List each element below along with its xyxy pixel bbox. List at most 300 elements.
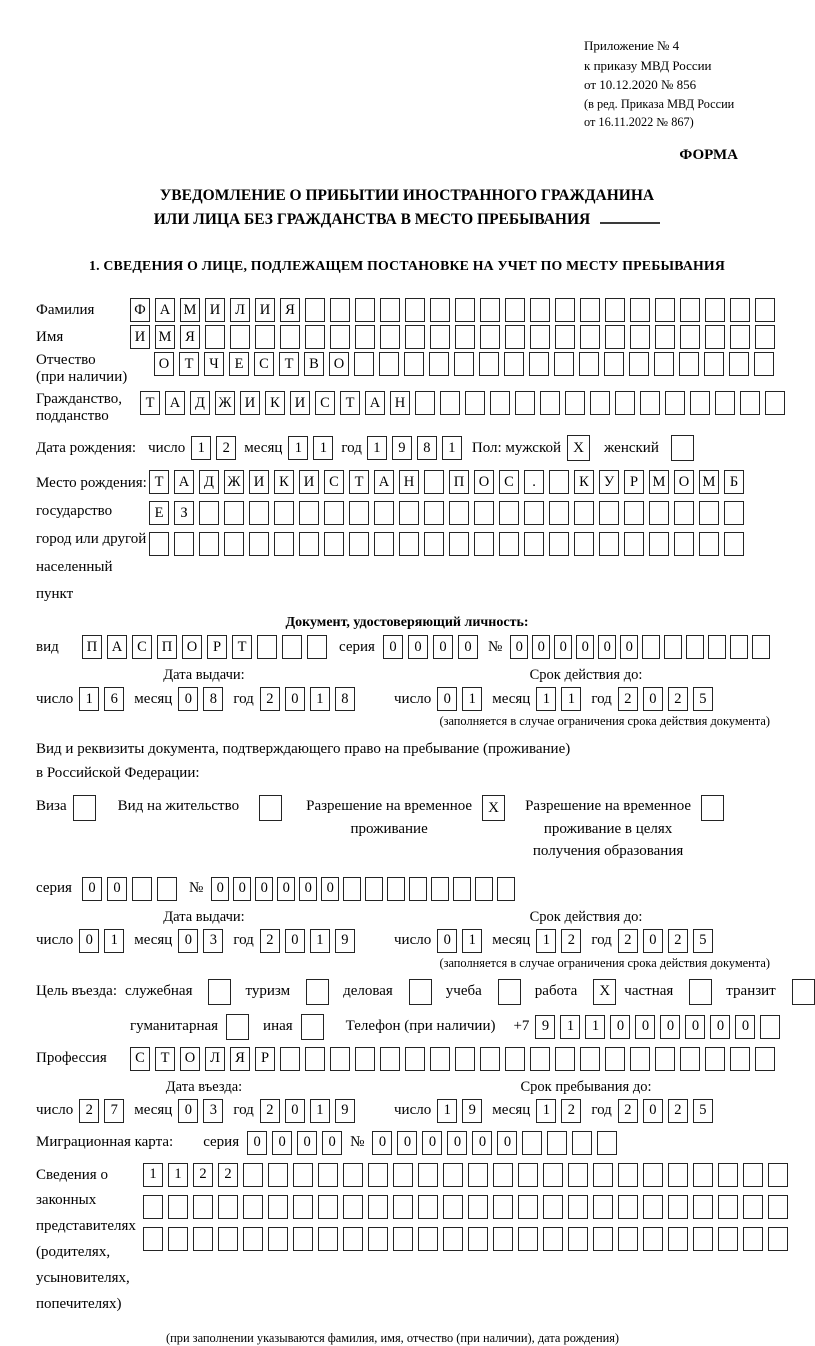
char-cell[interactable]: 2 — [260, 1099, 280, 1123]
char-cell[interactable] — [522, 1131, 542, 1155]
char-cell[interactable]: 8 — [335, 687, 355, 711]
char-cell[interactable] — [199, 501, 219, 525]
char-cell[interactable] — [349, 532, 369, 556]
char-cell[interactable] — [480, 298, 500, 322]
char-cell[interactable] — [593, 1227, 613, 1251]
char-cell[interactable] — [530, 325, 550, 349]
purpose-humanitarian-checkbox[interactable] — [226, 1014, 249, 1040]
char-cell[interactable] — [343, 877, 361, 901]
char-cell[interactable]: 6 — [104, 687, 124, 711]
char-cell[interactable] — [424, 470, 444, 494]
char-cell[interactable] — [343, 1227, 363, 1251]
char-cell[interactable]: 1 — [585, 1015, 605, 1039]
char-cell[interactable]: А — [165, 391, 185, 415]
char-cell[interactable] — [368, 1163, 388, 1187]
char-cell[interactable] — [330, 325, 350, 349]
char-cell[interactable]: Н — [390, 391, 410, 415]
char-cell[interactable] — [730, 325, 750, 349]
char-cell[interactable] — [693, 1163, 713, 1187]
char-cell[interactable] — [593, 1195, 613, 1219]
char-cell[interactable] — [305, 1047, 325, 1071]
char-cell[interactable] — [524, 501, 544, 525]
char-cell[interactable] — [468, 1163, 488, 1187]
char-cell[interactable]: 2 — [79, 1099, 99, 1123]
char-cell[interactable] — [343, 1163, 363, 1187]
char-cell[interactable]: И — [205, 298, 225, 322]
char-cell[interactable] — [555, 1047, 575, 1071]
char-cell[interactable] — [157, 877, 177, 901]
char-cell[interactable]: А — [155, 298, 175, 322]
char-cell[interactable] — [724, 532, 744, 556]
char-cell[interactable]: Л — [205, 1047, 225, 1071]
char-cell[interactable]: 0 — [79, 929, 99, 953]
char-cell[interactable] — [443, 1163, 463, 1187]
char-cell[interactable]: 0 — [178, 929, 198, 953]
char-cell[interactable] — [307, 635, 327, 659]
char-cell[interactable]: К — [574, 470, 594, 494]
char-cell[interactable]: 0 — [554, 635, 572, 659]
char-cell[interactable] — [430, 1047, 450, 1071]
char-cell[interactable] — [543, 1163, 563, 1187]
char-cell[interactable] — [399, 532, 419, 556]
char-cell[interactable]: 0 — [620, 635, 638, 659]
char-cell[interactable] — [475, 877, 493, 901]
char-cell[interactable] — [249, 532, 269, 556]
char-cell[interactable] — [280, 1047, 300, 1071]
char-cell[interactable] — [424, 532, 444, 556]
char-cell[interactable]: И — [255, 298, 275, 322]
char-cell[interactable]: 0 — [458, 635, 478, 659]
char-cell[interactable]: 0 — [422, 1131, 442, 1155]
char-cell[interactable]: 1 — [437, 1099, 457, 1123]
char-cell[interactable]: 1 — [168, 1163, 188, 1187]
char-cell[interactable]: Ч — [204, 352, 224, 376]
purpose-study-checkbox[interactable] — [498, 979, 521, 1005]
char-cell[interactable]: Я — [280, 298, 300, 322]
char-cell[interactable] — [579, 352, 599, 376]
char-cell[interactable] — [643, 1163, 663, 1187]
char-cell[interactable]: Р — [207, 635, 227, 659]
char-cell[interactable]: А — [107, 635, 127, 659]
char-cell[interactable] — [630, 298, 650, 322]
char-cell[interactable] — [449, 532, 469, 556]
char-cell[interactable] — [330, 298, 350, 322]
char-cell[interactable] — [405, 1047, 425, 1071]
char-cell[interactable]: 9 — [462, 1099, 482, 1123]
char-cell[interactable] — [418, 1195, 438, 1219]
char-cell[interactable] — [530, 1047, 550, 1071]
char-cell[interactable] — [599, 501, 619, 525]
char-cell[interactable] — [730, 298, 750, 322]
char-cell[interactable] — [318, 1227, 338, 1251]
char-cell[interactable]: 9 — [535, 1015, 555, 1039]
char-cell[interactable]: 0 — [297, 1131, 317, 1155]
char-cell[interactable] — [690, 391, 710, 415]
char-cell[interactable]: 0 — [285, 687, 305, 711]
char-cell[interactable] — [499, 532, 519, 556]
char-cell[interactable] — [274, 532, 294, 556]
char-cell[interactable]: О — [180, 1047, 200, 1071]
char-cell[interactable] — [593, 1163, 613, 1187]
char-cell[interactable]: 0 — [510, 635, 528, 659]
char-cell[interactable]: 0 — [643, 929, 663, 953]
char-cell[interactable] — [730, 635, 748, 659]
char-cell[interactable] — [199, 532, 219, 556]
char-cell[interactable]: 2 — [618, 687, 638, 711]
char-cell[interactable] — [280, 325, 300, 349]
char-cell[interactable] — [218, 1227, 238, 1251]
char-cell[interactable] — [255, 325, 275, 349]
char-cell[interactable] — [268, 1195, 288, 1219]
char-cell[interactable]: Р — [624, 470, 644, 494]
sex-male-checkbox[interactable]: X — [567, 435, 590, 461]
purpose-business-checkbox[interactable] — [208, 979, 231, 1005]
char-cell[interactable] — [243, 1195, 263, 1219]
char-cell[interactable]: 0 — [660, 1015, 680, 1039]
char-cell[interactable]: 5 — [693, 687, 713, 711]
char-cell[interactable] — [524, 532, 544, 556]
char-cell[interactable]: 1 — [442, 436, 462, 460]
char-cell[interactable]: Я — [180, 325, 200, 349]
char-cell[interactable]: 9 — [335, 929, 355, 953]
char-cell[interactable]: 2 — [618, 929, 638, 953]
char-cell[interactable] — [686, 635, 704, 659]
char-cell[interactable] — [740, 391, 760, 415]
char-cell[interactable]: 2 — [668, 929, 688, 953]
char-cell[interactable]: К — [265, 391, 285, 415]
char-cell[interactable] — [705, 298, 725, 322]
char-cell[interactable] — [665, 391, 685, 415]
purpose-private-checkbox[interactable] — [689, 979, 712, 1005]
char-cell[interactable]: П — [449, 470, 469, 494]
char-cell[interactable] — [505, 325, 525, 349]
char-cell[interactable]: 2 — [668, 687, 688, 711]
char-cell[interactable] — [649, 532, 669, 556]
char-cell[interactable] — [664, 635, 682, 659]
char-cell[interactable]: 0 — [447, 1131, 467, 1155]
char-cell[interactable] — [168, 1227, 188, 1251]
char-cell[interactable]: 2 — [561, 1099, 581, 1123]
char-cell[interactable] — [699, 501, 719, 525]
char-cell[interactable]: Л — [230, 298, 250, 322]
char-cell[interactable]: Д — [190, 391, 210, 415]
char-cell[interactable] — [365, 877, 383, 901]
char-cell[interactable] — [580, 1047, 600, 1071]
char-cell[interactable] — [618, 1227, 638, 1251]
char-cell[interactable] — [693, 1195, 713, 1219]
char-cell[interactable] — [205, 325, 225, 349]
char-cell[interactable] — [755, 1047, 775, 1071]
char-cell[interactable]: 3 — [203, 929, 223, 953]
char-cell[interactable] — [604, 352, 624, 376]
char-cell[interactable] — [497, 877, 515, 901]
char-cell[interactable] — [174, 532, 194, 556]
char-cell[interactable] — [468, 1195, 488, 1219]
char-cell[interactable] — [718, 1195, 738, 1219]
char-cell[interactable] — [293, 1195, 313, 1219]
char-cell[interactable]: Е — [229, 352, 249, 376]
char-cell[interactable] — [704, 352, 724, 376]
char-cell[interactable] — [655, 1047, 675, 1071]
char-cell[interactable] — [530, 298, 550, 322]
char-cell[interactable] — [549, 501, 569, 525]
char-cell[interactable] — [743, 1195, 763, 1219]
char-cell[interactable] — [405, 298, 425, 322]
char-cell[interactable] — [615, 391, 635, 415]
char-cell[interactable] — [474, 532, 494, 556]
char-cell[interactable] — [518, 1227, 538, 1251]
char-cell[interactable]: 0 — [272, 1131, 292, 1155]
char-cell[interactable] — [724, 501, 744, 525]
char-cell[interactable] — [765, 391, 785, 415]
char-cell[interactable]: И — [299, 470, 319, 494]
char-cell[interactable]: 0 — [82, 877, 102, 901]
char-cell[interactable] — [143, 1195, 163, 1219]
char-cell[interactable]: 9 — [335, 1099, 355, 1123]
char-cell[interactable] — [630, 325, 650, 349]
char-cell[interactable]: 1 — [462, 687, 482, 711]
char-cell[interactable]: 0 — [178, 1099, 198, 1123]
char-cell[interactable] — [405, 325, 425, 349]
char-cell[interactable] — [693, 1227, 713, 1251]
char-cell[interactable] — [193, 1195, 213, 1219]
char-cell[interactable]: А — [174, 470, 194, 494]
char-cell[interactable] — [480, 325, 500, 349]
char-cell[interactable] — [168, 1195, 188, 1219]
char-cell[interactable] — [490, 391, 510, 415]
char-cell[interactable] — [574, 501, 594, 525]
char-cell[interactable]: Е — [149, 501, 169, 525]
char-cell[interactable] — [654, 352, 674, 376]
char-cell[interactable] — [752, 635, 770, 659]
char-cell[interactable]: С — [254, 352, 274, 376]
char-cell[interactable] — [453, 877, 471, 901]
char-cell[interactable]: И — [290, 391, 310, 415]
char-cell[interactable] — [515, 391, 535, 415]
char-cell[interactable] — [555, 325, 575, 349]
char-cell[interactable] — [468, 1227, 488, 1251]
char-cell[interactable]: 3 — [203, 1099, 223, 1123]
char-cell[interactable]: К — [274, 470, 294, 494]
char-cell[interactable]: 1 — [288, 436, 308, 460]
char-cell[interactable]: 1 — [561, 687, 581, 711]
char-cell[interactable]: С — [324, 470, 344, 494]
char-cell[interactable]: 0 — [735, 1015, 755, 1039]
char-cell[interactable] — [668, 1195, 688, 1219]
char-cell[interactable] — [679, 352, 699, 376]
char-cell[interactable] — [705, 325, 725, 349]
char-cell[interactable] — [268, 1227, 288, 1251]
char-cell[interactable]: 2 — [216, 436, 236, 460]
char-cell[interactable] — [599, 532, 619, 556]
char-cell[interactable] — [729, 352, 749, 376]
char-cell[interactable] — [493, 1195, 513, 1219]
char-cell[interactable] — [454, 352, 474, 376]
char-cell[interactable]: 1 — [560, 1015, 580, 1039]
char-cell[interactable] — [568, 1227, 588, 1251]
char-cell[interactable]: 0 — [497, 1131, 517, 1155]
char-cell[interactable]: 1 — [313, 436, 333, 460]
char-cell[interactable] — [499, 501, 519, 525]
char-cell[interactable] — [318, 1163, 338, 1187]
char-cell[interactable]: 0 — [107, 877, 127, 901]
char-cell[interactable]: 0 — [532, 635, 550, 659]
char-cell[interactable] — [549, 470, 569, 494]
char-cell[interactable] — [590, 391, 610, 415]
char-cell[interactable]: 2 — [260, 687, 280, 711]
char-cell[interactable]: 8 — [203, 687, 223, 711]
char-cell[interactable]: Т — [340, 391, 360, 415]
char-cell[interactable] — [415, 391, 435, 415]
char-cell[interactable]: 0 — [397, 1131, 417, 1155]
char-cell[interactable] — [324, 501, 344, 525]
char-cell[interactable]: 1 — [536, 929, 556, 953]
char-cell[interactable] — [455, 325, 475, 349]
purpose-work-checkbox[interactable]: X — [593, 979, 616, 1005]
char-cell[interactable] — [743, 1227, 763, 1251]
char-cell[interactable]: 2 — [668, 1099, 688, 1123]
char-cell[interactable]: 1 — [310, 687, 330, 711]
char-cell[interactable]: 0 — [247, 1131, 267, 1155]
char-cell[interactable]: О — [182, 635, 202, 659]
char-cell[interactable] — [655, 298, 675, 322]
char-cell[interactable] — [455, 1047, 475, 1071]
char-cell[interactable]: И — [249, 470, 269, 494]
char-cell[interactable] — [504, 352, 524, 376]
char-cell[interactable]: У — [599, 470, 619, 494]
char-cell[interactable]: 1 — [191, 436, 211, 460]
char-cell[interactable]: 0 — [598, 635, 616, 659]
char-cell[interactable]: И — [240, 391, 260, 415]
char-cell[interactable]: . — [524, 470, 544, 494]
char-cell[interactable]: 0 — [408, 635, 428, 659]
char-cell[interactable] — [624, 501, 644, 525]
char-cell[interactable] — [574, 532, 594, 556]
char-cell[interactable] — [243, 1227, 263, 1251]
char-cell[interactable] — [430, 298, 450, 322]
char-cell[interactable] — [543, 1195, 563, 1219]
char-cell[interactable]: О — [474, 470, 494, 494]
char-cell[interactable] — [668, 1163, 688, 1187]
char-cell[interactable] — [718, 1163, 738, 1187]
char-cell[interactable] — [565, 391, 585, 415]
char-cell[interactable] — [518, 1163, 538, 1187]
char-cell[interactable] — [618, 1163, 638, 1187]
char-cell[interactable] — [224, 532, 244, 556]
char-cell[interactable] — [755, 325, 775, 349]
char-cell[interactable]: 0 — [576, 635, 594, 659]
char-cell[interactable] — [624, 532, 644, 556]
char-cell[interactable] — [529, 352, 549, 376]
char-cell[interactable]: Т — [149, 470, 169, 494]
visa-checkbox[interactable] — [73, 795, 96, 821]
char-cell[interactable] — [380, 1047, 400, 1071]
char-cell[interactable] — [387, 877, 405, 901]
char-cell[interactable]: 2 — [218, 1163, 238, 1187]
char-cell[interactable] — [642, 635, 660, 659]
char-cell[interactable]: 2 — [618, 1099, 638, 1123]
char-cell[interactable] — [282, 635, 302, 659]
char-cell[interactable] — [730, 1047, 750, 1071]
char-cell[interactable] — [580, 298, 600, 322]
char-cell[interactable] — [424, 501, 444, 525]
char-cell[interactable] — [643, 1195, 663, 1219]
char-cell[interactable] — [568, 1195, 588, 1219]
char-cell[interactable] — [605, 298, 625, 322]
char-cell[interactable] — [224, 501, 244, 525]
char-cell[interactable]: 0 — [299, 877, 317, 901]
char-cell[interactable] — [554, 352, 574, 376]
char-cell[interactable] — [274, 501, 294, 525]
char-cell[interactable] — [754, 352, 774, 376]
char-cell[interactable] — [755, 298, 775, 322]
char-cell[interactable] — [299, 501, 319, 525]
char-cell[interactable] — [705, 1047, 725, 1071]
char-cell[interactable] — [330, 1047, 350, 1071]
char-cell[interactable]: Т — [349, 470, 369, 494]
char-cell[interactable] — [368, 1227, 388, 1251]
char-cell[interactable]: П — [82, 635, 102, 659]
char-cell[interactable] — [349, 501, 369, 525]
char-cell[interactable] — [429, 352, 449, 376]
char-cell[interactable]: 0 — [233, 877, 251, 901]
char-cell[interactable] — [674, 532, 694, 556]
char-cell[interactable] — [443, 1195, 463, 1219]
char-cell[interactable] — [443, 1227, 463, 1251]
char-cell[interactable] — [393, 1227, 413, 1251]
purpose-transit-checkbox[interactable] — [792, 979, 815, 1005]
char-cell[interactable]: 0 — [635, 1015, 655, 1039]
char-cell[interactable] — [543, 1227, 563, 1251]
char-cell[interactable]: Т — [279, 352, 299, 376]
char-cell[interactable]: И — [130, 325, 150, 349]
char-cell[interactable]: 2 — [260, 929, 280, 953]
char-cell[interactable] — [518, 1195, 538, 1219]
char-cell[interactable] — [257, 635, 277, 659]
char-cell[interactable] — [355, 1047, 375, 1071]
char-cell[interactable]: 2 — [193, 1163, 213, 1187]
char-cell[interactable]: Н — [399, 470, 419, 494]
char-cell[interactable] — [474, 501, 494, 525]
char-cell[interactable]: Я — [230, 1047, 250, 1071]
char-cell[interactable]: 8 — [417, 436, 437, 460]
char-cell[interactable]: 0 — [643, 687, 663, 711]
char-cell[interactable] — [668, 1227, 688, 1251]
char-cell[interactable] — [674, 501, 694, 525]
char-cell[interactable] — [132, 877, 152, 901]
char-cell[interactable]: Р — [255, 1047, 275, 1071]
char-cell[interactable] — [379, 352, 399, 376]
char-cell[interactable] — [643, 1227, 663, 1251]
char-cell[interactable] — [393, 1163, 413, 1187]
char-cell[interactable] — [555, 298, 575, 322]
char-cell[interactable] — [629, 352, 649, 376]
char-cell[interactable]: С — [130, 1047, 150, 1071]
char-cell[interactable] — [479, 352, 499, 376]
char-cell[interactable]: Т — [140, 391, 160, 415]
char-cell[interactable]: 0 — [321, 877, 339, 901]
char-cell[interactable]: Ж — [215, 391, 235, 415]
char-cell[interactable] — [430, 325, 450, 349]
char-cell[interactable] — [440, 391, 460, 415]
char-cell[interactable] — [343, 1195, 363, 1219]
char-cell[interactable]: 1 — [367, 436, 387, 460]
char-cell[interactable] — [368, 1195, 388, 1219]
char-cell[interactable] — [305, 298, 325, 322]
char-cell[interactable]: 0 — [433, 635, 453, 659]
temp-residence-checkbox[interactable]: X — [482, 795, 505, 821]
char-cell[interactable] — [243, 1163, 263, 1187]
